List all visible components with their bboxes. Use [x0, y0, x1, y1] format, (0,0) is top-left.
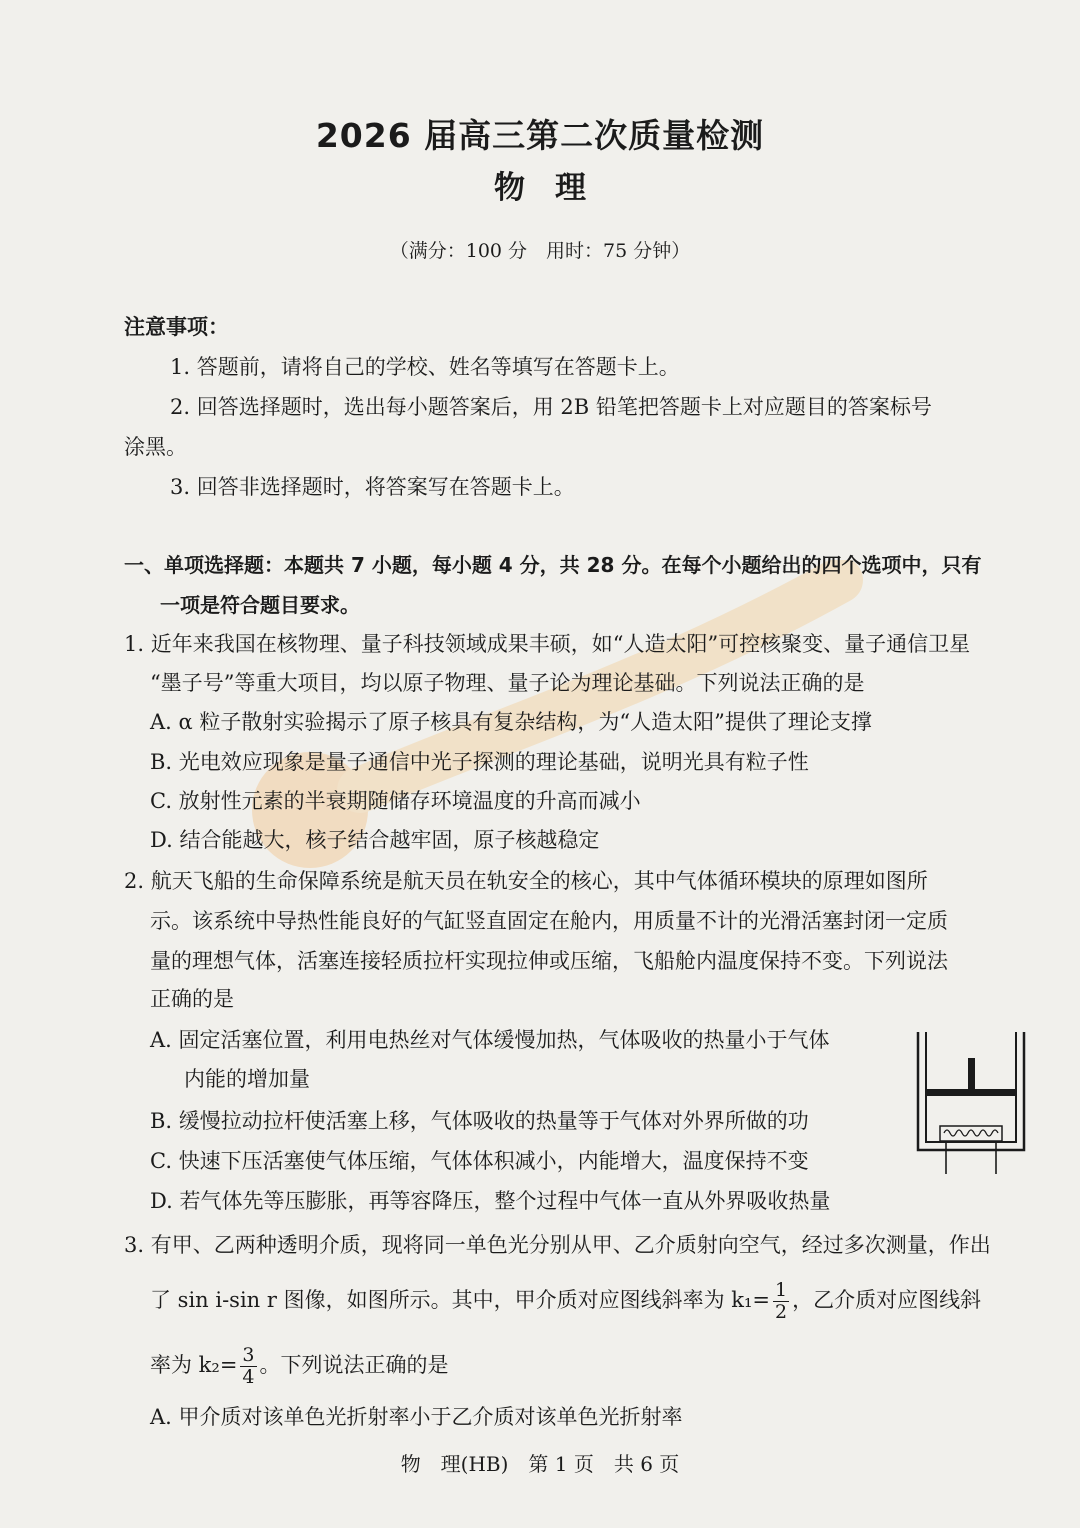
q2-stem-4: 正确的是	[150, 987, 234, 1011]
q3-stem-2	[150, 1280, 981, 1323]
q2-option-b: B. 缓慢拉动拉杆使活塞上移，气体吸收的热量等于气体对外界所做的功	[150, 1109, 809, 1133]
q2-stem-1: 2. 航天飞船的生命保障系统是航天员在轨安全的核心，其中气体循环模块的原理如图所	[124, 869, 928, 893]
k1-fraction	[773, 1280, 789, 1323]
q1-option-b: B. 光电效应现象是量子通信中光子探测的理论基础，说明光具有粒子性	[150, 750, 809, 774]
exam-info: （满分：100 分 用时：75 分钟）	[389, 240, 691, 262]
notice-item-2: 2. 回答选择题时，选出每小题答案后，用 2B 铅笔把答题卡上对应题目的答案标号	[170, 395, 932, 419]
q3-stem-3-tail: 。下列说法正确的是	[259, 1353, 449, 1377]
q1-option-d: D. 结合能越大，核子结合越牢固，原子核越稳定	[150, 828, 600, 852]
q1-option-c: C. 放射性元素的半衰期随储存环境温度的升高而减小	[150, 789, 641, 813]
page-footer: 物 理(HB) 第 1 页 共 6 页	[400, 1452, 680, 1476]
q3-stem-2-text: 了 sin i-sin r 图像，如图所示。其中，甲介质对应图线斜率为 k₁=	[150, 1288, 771, 1312]
section-heading-cont: 一项是符合题目要求。	[160, 593, 360, 617]
notice-item-1: 1. 答题前，请将自己的学校、姓名等填写在答题卡上。	[170, 355, 680, 379]
notice-heading: 注意事项：	[124, 315, 229, 339]
q3-stem-3	[150, 1345, 449, 1388]
q2-stem-3: 量的理想气体，活塞连接轻质拉杆实现拉伸或压缩，飞船舱内温度保持不变。下列说法	[150, 949, 948, 973]
q3-stem-2-tail: ，乙介质对应图线斜	[792, 1288, 982, 1312]
exam-title: 2026 届高三第二次质量检测	[315, 116, 765, 155]
q3-stem-1: 3. 有甲、乙两种透明介质，现将同一单色光分别从甲、乙介质射向空气，经过多次测量，作出	[124, 1233, 991, 1257]
k2-fraction	[240, 1345, 256, 1388]
notice-item-2-cont: 涂黑。	[124, 435, 187, 459]
q2-option-a-cont: 内能的增加量	[184, 1067, 310, 1091]
notice-item-3: 3. 回答非选择题时，将答案写在答题卡上。	[170, 475, 575, 499]
k2-numerator: 3	[242, 1344, 255, 1366]
k1-denominator: 2	[775, 1301, 788, 1323]
q1-stem-1: 1. 近年来我国在核物理、量子科技领域成果丰硕，如“人造太阳”可控核聚变、量子通信卫星	[124, 632, 971, 656]
q2-option-d: D. 若气体先等压膨胀，再等容降压，整个过程中气体一直从外界吸收热量	[150, 1189, 831, 1213]
q3-option-a: A. 甲介质对该单色光折射率小于乙介质对该单色光折射率	[150, 1405, 683, 1429]
q1-option-a: A. α 粒子散射实验揭示了原子核具有复杂结构，为“人造太阳”提供了理论支撑	[150, 710, 872, 734]
subject-title: 物理	[494, 170, 616, 206]
q1-stem-2: “墨子号”等重大项目，均以原子物理、量子论为理论基础。下列说法正确的是	[150, 671, 865, 695]
k1-numerator: 1	[775, 1279, 788, 1301]
q2-stem-2: 示。该系统中导热性能良好的气缸竖直固定在舱内，用质量不计的光滑活塞封闭一定质	[150, 909, 948, 933]
q2-option-a: A. 固定活塞位置，利用电热丝对气体缓慢加热，气体吸收的热量小于气体	[150, 1028, 830, 1052]
q3-stem-3-text: 率为 k₂=	[150, 1353, 238, 1377]
section-heading: 一、单项选择题：本题共 7 小题，每小题 4 分，共 28 分。在每个小题给出的四个选项中，只有	[124, 553, 982, 577]
k2-denominator: 4	[242, 1366, 255, 1388]
q2-option-c: C. 快速下压活塞使气体压缩，气体体积减小，内能增大，温度保持不变	[150, 1149, 809, 1173]
gas-cylinder-diagram	[912, 1028, 1030, 1176]
